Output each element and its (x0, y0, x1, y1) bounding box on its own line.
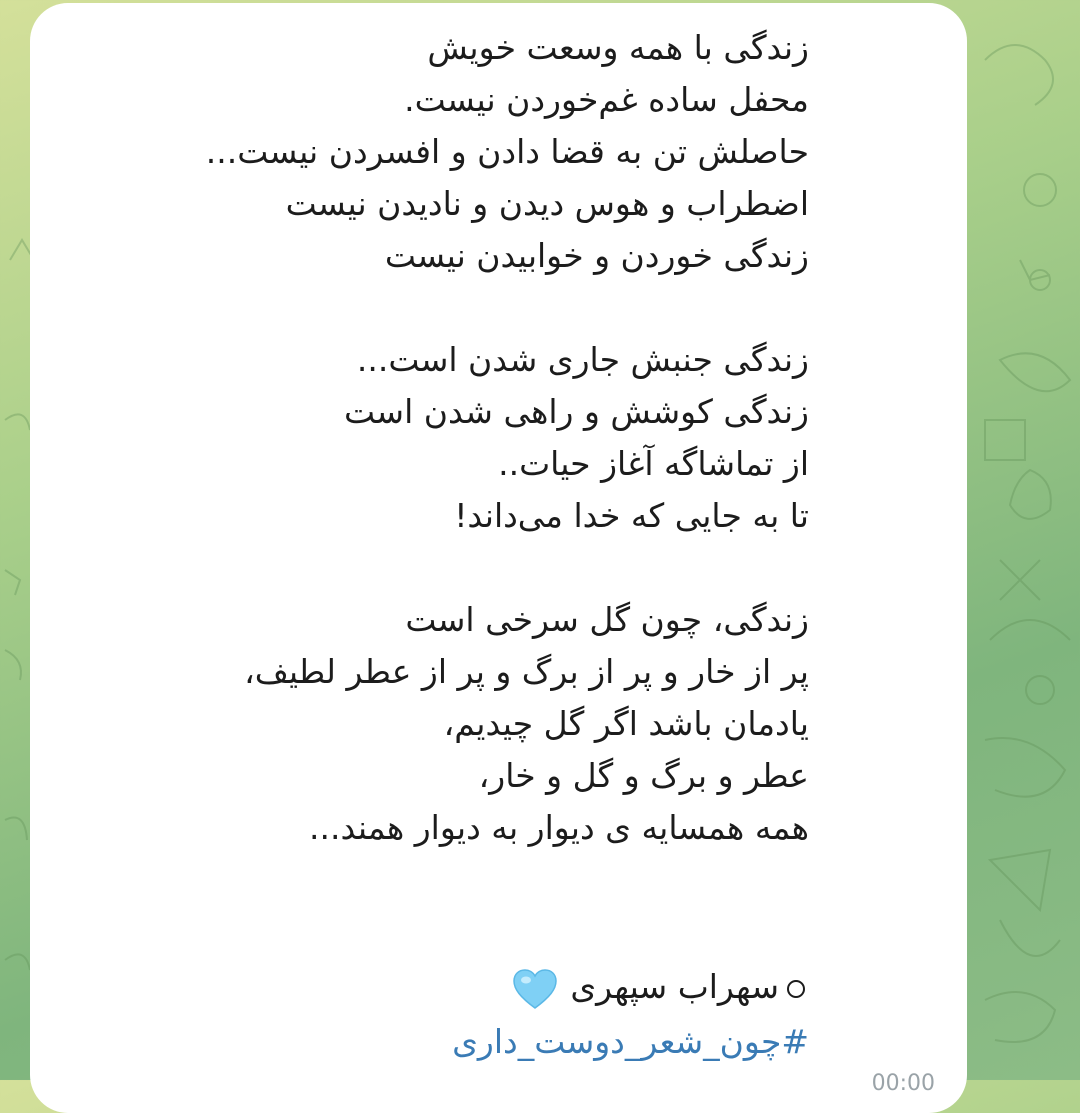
poem-line: زندگی خوردن و خوابیدن نیست (384, 236, 809, 275)
poem-line: از تماشاگه آغاز حیات.. (498, 444, 809, 483)
light-blue-heart-icon (512, 968, 558, 1010)
message-bubble[interactable] (30, 3, 967, 1113)
poem-line: زندگی کوشش و راهی شدن است (344, 392, 809, 431)
stanza-gap (49, 542, 809, 594)
circle-bullet-icon (787, 980, 805, 998)
signature (49, 958, 809, 1015)
poem-line: زندگی با همه وسعت خویش (427, 28, 809, 67)
poem-line: زندگی جنبش جاری شدن است... (356, 340, 809, 379)
poem-text (49, 22, 809, 1069)
message-timestamp: 00:00 (871, 1071, 935, 1096)
stanza-gap (49, 282, 809, 334)
signature-gap (49, 854, 809, 958)
author-name: سهراب سپهری (570, 967, 779, 1006)
poem-line: پر از خار و پر از برگ و پر از عطر لطیف، (244, 652, 809, 691)
poem-line: همه همسایه ی دیوار به دیوار همند... (309, 808, 809, 847)
poem-line: حاصلش تن به قضا دادن و افسردن نیست... (205, 132, 809, 171)
poem-line: تا به جایی که خدا می‌داند! (454, 496, 809, 535)
hashtag-link[interactable]: #چون_شعر_دوست_داری (452, 1022, 809, 1061)
poem-line: عطر و برگ و گل و خار، (478, 756, 809, 795)
poem-line: یادمان باشد اگر گل چیدیم، (443, 704, 809, 743)
poem-line: محفل ساده غم‌خوردن نیست. (404, 80, 809, 119)
poem-line: اضطراب و هوس دیدن و نادیدن نیست (285, 184, 809, 223)
poem-line: زندگی، چون گل سرخی است (405, 600, 809, 639)
